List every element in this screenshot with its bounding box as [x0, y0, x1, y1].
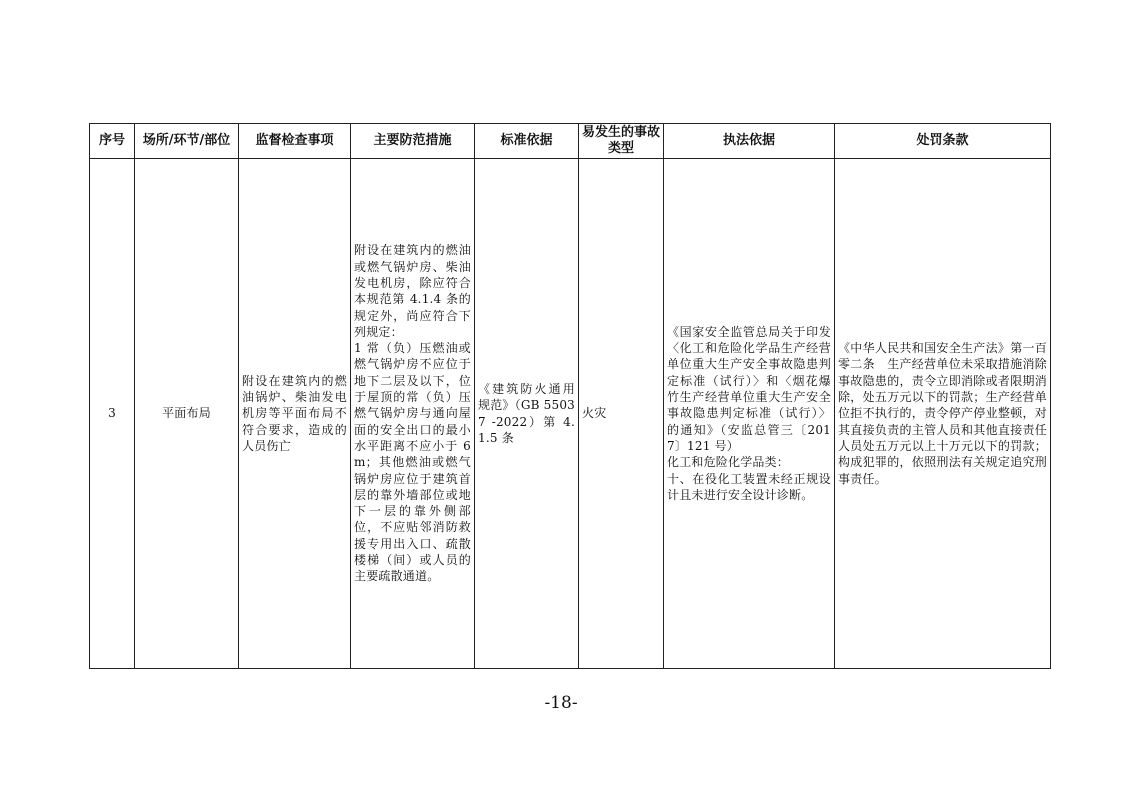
table-header-row [90, 124, 1051, 159]
header-enforcement-basis: 执法依据 [664, 124, 835, 159]
cell-location: 平面布局 [135, 159, 239, 669]
header-inspection-item: 监督检查事项 [239, 124, 351, 159]
header-penalty: 处罚条款 [835, 124, 1051, 159]
header-accident-type: 易发生的事故类型 [579, 124, 664, 159]
page-number: -18- [544, 693, 578, 713]
header-location: 场所/环节/部位 [135, 124, 239, 159]
table-row [90, 159, 1051, 669]
cell-penalty: 《中华人民共和国安全生产法》第一百零二条 生产经营单位未采取措施消除事故隐患的，责令立即消除或者限期消除，处五万元以下的罚款；生产经营单位拒不执行的，责令停产停业整顿，对其直接负责的主管人员和其他直接责任人员处五万元以上十万元以下的罚款；构成犯罪的，依照刑法有关规定追究刑事责任。 [835, 159, 1051, 669]
cell-measures: 附设在建筑内的燃油或燃气锅炉房、柴油发电机房，除应符合本规范第 4.1.4 条的规定外，尚应符合下列规定： 1 常（负）压燃油或燃气锅炉房不应位于地下二层及以下，位于屋顶的常（负）压燃气锅炉房与通向屋面的安全出口的最小水平距离不应小于 6 m；其他燃油或燃气锅炉房应位于建筑首层的靠外墙部位或地下一层的靠外侧部位，不应贴邻消防救援专用出入口、疏散楼梯（间）或人员的主要疏散通道。 [351, 159, 475, 669]
inspection-table [89, 123, 1051, 669]
cell-accident-type: 火灾 [579, 159, 664, 669]
header-measures: 主要防范措施 [351, 124, 475, 159]
cell-enforcement-basis: 《国家安全监管总局关于印发〈化工和危险化学品生产经营单位重大生产安全事故隐患判定标准（试行）〉和〈烟花爆竹生产经营单位重大生产安全事故隐患判定标准（试行）〉的通知》（安监总管三〔2017〕121 号） 化工和危险化学品类： 十、在役化工装置未经正规设计且未进行安全设计诊断。 [664, 159, 835, 669]
cell-inspection-item: 附设在建筑内的燃油锅炉、柴油发电机房等平面布局不符合要求，造成的人员伤亡 [239, 159, 351, 669]
cell-standard: 《建筑防火通用规范》（GB 55037 -2022）第 4.1.5 条 [475, 159, 579, 669]
header-index: 序号 [90, 124, 135, 159]
header-standard: 标准依据 [475, 124, 579, 159]
cell-index: 3 [90, 159, 135, 669]
